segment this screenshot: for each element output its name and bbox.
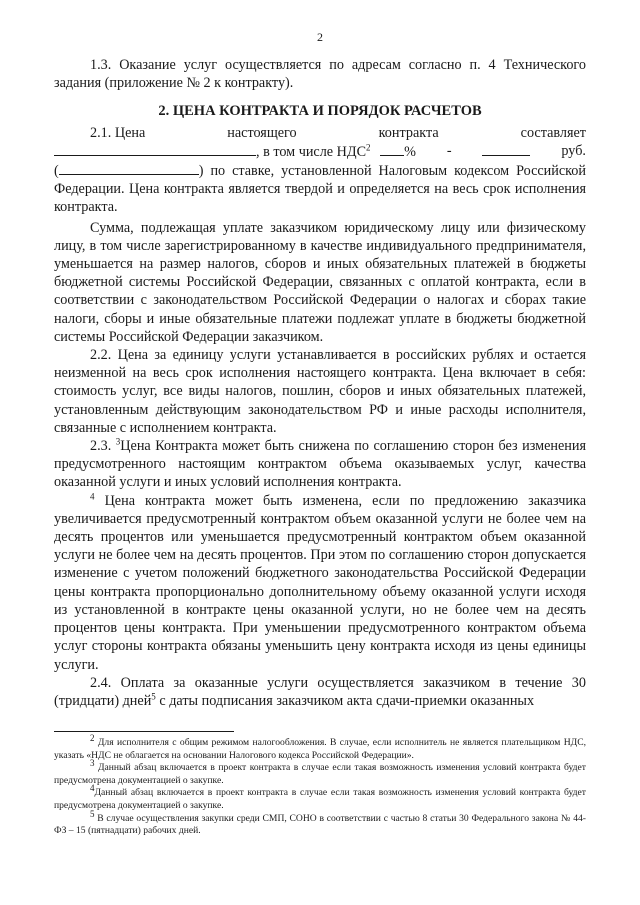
clause-2-3-text: Цена Контракта может быть снижена по соглашению сторон без изменения предусмотренного настоящим контрактом объема оказываемых услуг, качества оказанной услуги и иных условий исполнения контракта. (54, 438, 586, 491)
clause-1-3: 1.3. Оказание услуг осуществляется по адресам согласно п. 4 Технического задания (приложение № 2 к контракту). (54, 57, 586, 92)
footnote-3-mark: 3 (90, 758, 95, 768)
dash: - (446, 142, 452, 159)
footnote-ref-4: 4 (90, 490, 95, 501)
footnote-separator (54, 731, 234, 732)
clause-2-2: 2.2. Цена за единицу услуги устанавливается в российских рублях и остается неизменной на весь срок исполнения настоящего контракта. Цена включает в себя: стоимость услуг, все виды налогов, пошлин, сборов и иных обязательных платежей, установленным действующим законодательством РФ и иные расходы исполнителя, связанные с исполнением контракта. (54, 347, 586, 436)
footnotes (54, 732, 586, 838)
percent-sign: % (404, 143, 416, 160)
price-words-blank (59, 161, 199, 175)
footnote-2 (54, 732, 586, 762)
in-total-text: , в том числе НДС (256, 143, 367, 160)
document-body (54, 56, 586, 710)
word-1: 2.1. Цена (90, 124, 146, 141)
price-blank (54, 142, 256, 156)
clause-2-1-line1 (54, 124, 586, 142)
clause-2-3-number: 2.3. (90, 438, 112, 455)
word-2: настоящего (227, 124, 297, 141)
clause-2-3 (54, 437, 586, 492)
clause-2-1-text: по ставке, установленной Налоговым кодексом Российской Федерации. Цена контракта является твердой и определяется на весь срок исполнения контракта. (54, 163, 586, 216)
footnote-2-mark: 2 (90, 732, 95, 743)
paragraph-price-change-text: Цена контракта может быть изменена, если по предложению заказчика увеличивается предусмотренный контрактом объем оказанной услуги не более чем на десять процентов или уменьшается предусмотренный контрактом объем оказанной услуги не более чем на десять процентов. При этом по соглашению сторон допускается изменение с учетом положений бюджетного законодательства Российской Федерации цены контракта пропорционально дополнительному объему оказанной услуги исходя из установленной в контракте цены оказанной услуги, но не более чем на десять процентов цены контракта. При уменьшении предусмотренного контрактом объема услуг стороны контракта обязаны уменьшить цену контракта исходя из цены единицы услуги. (54, 492, 586, 673)
footnote-2-text: Для исполнителя с общим режимом налогообложения. В случае, если исполнитель не является плательщиком НДС, указать «НДС не облагается на основании Налогового кодекса Российской Федерации». (54, 737, 586, 761)
footnote-ref-2: 2 (366, 142, 371, 153)
nds-percent-blank (380, 142, 404, 156)
paragraph-price-change (54, 492, 586, 674)
word-4: составляет (520, 124, 586, 141)
footnote-4-text: Данный абзац включается в проект контракта в случае если такая возможность изменения условий контракта будет предусмотрена документацией о закупке. (54, 787, 586, 811)
footnote-4 (54, 783, 586, 812)
nds-amount-blank (482, 142, 530, 156)
footnote-3-text: Данный абзац включается в проект контракта в случае если такая возможность изменения условий контракта будет предусмотрена документацией о закупке. (54, 762, 586, 786)
clause-2-4 (54, 674, 586, 710)
clause-2-1-rest (54, 161, 586, 217)
footnote-ref-5: 5 (151, 691, 156, 702)
clause-2-1-line2 (54, 142, 586, 161)
footnote-ref-3: 3 (115, 436, 121, 447)
clause-2-4-text: 2.4. Оплата за оказанные услуги осуществляется заказчиком в течение 30 (тридцати) дней (54, 674, 586, 709)
page-number: 2 (317, 30, 323, 44)
footnote-4-mark: 4 (90, 783, 95, 794)
footnote-5-mark: 5 (90, 808, 95, 819)
footnote-5-text: В случае осуществления закупки среди СМП, СОНО в соответствии с частью 8 статьи 30 Федерального закона № 44-ФЗ – 15 (пятнадцати) рабочих дней. (54, 812, 586, 837)
clause-2-4-text-end: с даты подписания заказчиком акта сдачи-приемки оказанных (155, 692, 535, 709)
word-3: контракта (378, 124, 439, 141)
paren-open: ( (54, 163, 59, 180)
footnote-3 (54, 758, 586, 787)
footnote-5 (54, 808, 586, 838)
section-heading: 2. ЦЕНА КОНТРАКТА И ПОРЯДОК РАСЧЕТОВ (158, 103, 482, 120)
rub-label: руб. (561, 142, 586, 159)
paragraph-sum: Сумма, подлежащая уплате заказчиком юридическому лицу или физическому лицу, в том числе зарегистрированному в качестве индивидуального предпринимателя, уменьшается на размер налогов, сборов и иных обязательных платежей в бюджеты бюджетной системы Российской Федерации, связанных с оплатой контракта, если в соответствии с законодательством Российской Федерации о налогах и сборах такие налоги, сборы и иные обязательные платежи подлежат уплате в бюджеты бюджетной системы Российской Федерации заказчиком. (54, 219, 586, 345)
paren-close: ) (198, 163, 204, 180)
